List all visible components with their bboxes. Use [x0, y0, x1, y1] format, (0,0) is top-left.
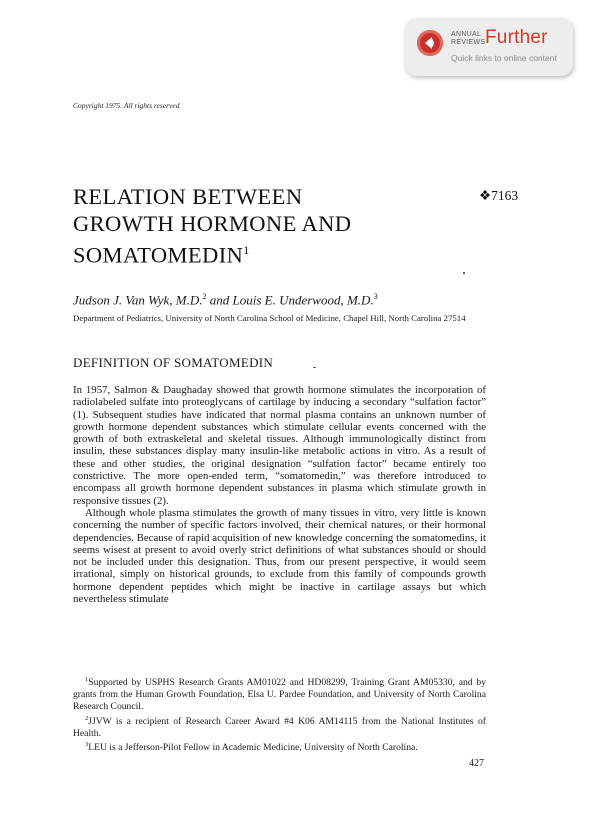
title-footnote-mark: 1 [243, 243, 250, 257]
further-logo-icon [417, 30, 443, 56]
footnote: $^1$Supported by USPHS Research Grants AM01022 and HD08299, Training Grant AM05330, and by grants from the Human Growth Foundation, Elsa U. Pardee Foundation, and University of North Carolina Research Council. [73, 676, 486, 712]
author-name: Louis E. Underwood, M.D. [232, 292, 374, 308]
body-paragraph: In 1957, Salmon & Daughaday showed that growth hormone stimulates the incorporation of radiolabeled sulfate into proteoglycans of cartilage by inducing a secondary “sulfation factor” (1). Subsequent studies have indicated that normal plasma contains an unknown number of growth hormone dependent substances which stimulate cellular events concerned with the growth of both extraskeletal and skeletal tissues. Although immunologically distinct from insulin, these substances display many insulin-like metabolic actions in vitro. As a result of these and other studies, the original designation “sulfation factor” became entirely too constrictive. The more open-ended term, “somatomedin,” was therefore introduced to encompass all growth hormone dependent substances in plasma which stimulate growth in responsive tissues (2). [73, 384, 486, 507]
scan-speck [463, 272, 465, 274]
author-name: Judson J. Van Wyk, M.D. [73, 292, 203, 308]
banner-reviews-label: REVIEWS [451, 39, 486, 46]
title-line: SOMATOMEDIN$^1$ [73, 242, 250, 268]
banner-further-brand: Further [485, 27, 548, 48]
author-affiliation: Department of Pediatrics, University of North Carolina School of Medicine, Chapel Hill, North Carolina 27514 [73, 313, 466, 323]
article-code: ❖7163 [479, 188, 519, 203]
author-footnote-mark: 3 [373, 292, 378, 301]
arrow-left-icon [422, 36, 438, 50]
body-paragraph: Although whole plasma stimulates the growth of many tissues in vitro, very little is known concerning the number of specific factors involved, their chemical natures, or their hormonal dependencies. Because of rapid acquisition of new knowledge concerning the somatomedins, it seems wisest at present to avoid overly strict definitions of what substances should or should not be included under this designation. Thus, from our present perspective, it would seem irrational, simply on historical grounds, to exclude from this family of compounds growth hormone dependent peptides which might be inactive in cartilage assays but which nevertheless stimulate [73, 506, 486, 606]
footnote-mark: 2 [85, 714, 89, 722]
page-number: 427 [469, 758, 484, 769]
copyright-notice: Copyright 1975. All rights reserved [73, 101, 180, 110]
author-line [73, 292, 378, 308]
body-text [73, 384, 486, 605]
footnotes [73, 674, 486, 754]
author-joiner: and [206, 292, 233, 308]
title-line: RELATION BETWEEN [73, 184, 303, 209]
section-heading: DEFINITION OF SOMATOMEDIN [73, 355, 274, 370]
footnote: $^2$JJVW is a recipient of Research Career Award #4 K06 AM14115 from the National Institutes of Health. [73, 714, 486, 739]
footnote-mark: 3 [85, 741, 89, 749]
scan-speck [313, 367, 316, 368]
title-line: GROWTH HORMONE AND [73, 211, 352, 236]
footnote-mark: 1 [85, 676, 89, 683]
annual-reviews-further-banner[interactable] [405, 18, 573, 76]
author-footnote-mark: 2 [202, 292, 207, 301]
footnote: $^3$LEU is a Jefferson-Pilot Fellow in Academic Medicine, University of North Carolina. [85, 741, 418, 754]
article-title [73, 183, 413, 269]
banner-annual-label: ANNUAL [451, 31, 482, 38]
banner-tagline: Quick links to online content [451, 53, 557, 63]
